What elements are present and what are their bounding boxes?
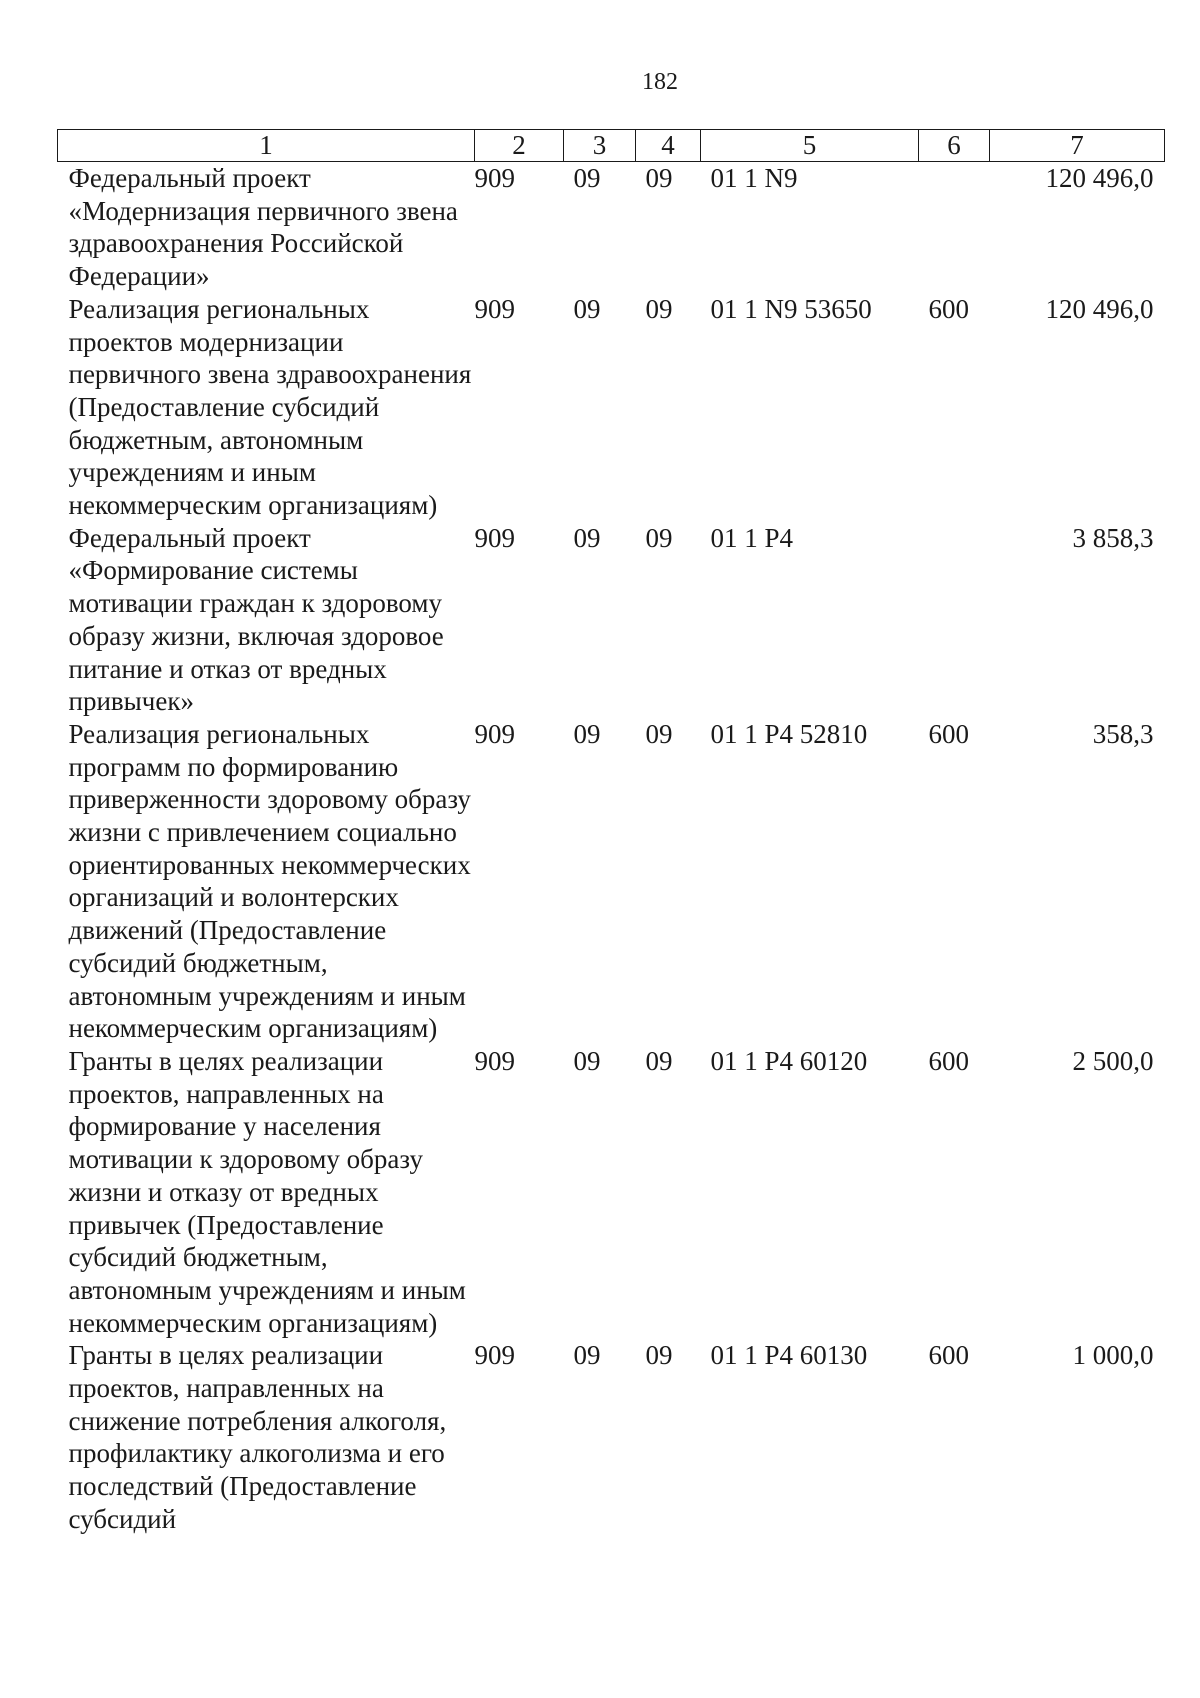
header-cell-amount: 7 [990, 130, 1165, 162]
row-name: Федеральный проект «Формирование системы мотивации граждан к здоровому образу жизни, включая здоровое питание и отказ от вредных привычек» [68, 522, 444, 717]
table-row [58, 718, 1165, 1045]
row-name: Реализация региональных программ по формированию приверженности здоровому образу жизни с привлечением социально ориентированных некоммерческих организаций и волонтерских движений (Предоставление субсидий бюджетным, автономным учреждениям и иным некоммерческим организациям) [68, 718, 471, 1044]
row-target-article: 01 1 P4 60130 [710, 1340, 868, 1371]
header-row [58, 130, 1165, 162]
row-section-code: 09 [573, 163, 601, 193]
row-expense-type [919, 162, 990, 293]
row-target-article: 01 1 N9 53650 [710, 293, 872, 324]
row-amount: 2 500,0 [1072, 1045, 1154, 1076]
row-subsection-code: 09 [645, 1340, 673, 1371]
row-subsection-code: 09 [645, 718, 673, 749]
row-expense-type: 600 [928, 718, 969, 749]
row-target-article: 01 1 P4 52810 [710, 718, 868, 749]
row-amount: 120 496,0 [1045, 163, 1154, 193]
row-section-code: 09 [573, 293, 601, 324]
row-subsection-code: 09 [645, 163, 673, 193]
row-amount: 3 858,3 [1072, 522, 1154, 553]
row-expense-type: 600 [928, 1340, 969, 1371]
row-target-article: 01 1 N9 [710, 163, 798, 193]
row-amount: 120 496,0 [1045, 293, 1154, 324]
row-ministry-code: 909 [474, 1340, 515, 1371]
header-cell-name: 1 [58, 130, 475, 162]
row-name: Реализация региональных проектов модернизации первичного звена здравоохранения (Предоставление субсидий бюджетным, автономным учреждениям и иным некоммерческим организациям) [68, 293, 472, 521]
row-section-code: 09 [573, 718, 601, 749]
table-body [58, 162, 1165, 1536]
row-ministry-code: 909 [474, 293, 515, 324]
row-name: Гранты в целях реализации проектов, направленных на формирование у населения мотивации к здоровому образу жизни и отказу от вредных привычек (Предоставление субсидий бюджетным, автономным учреждениям и иным некоммерческим организациям) [68, 1045, 466, 1338]
row-amount: 1 000,0 [1072, 1340, 1154, 1371]
row-ministry-code: 909 [474, 718, 515, 749]
table-row [58, 162, 1165, 293]
row-ministry-code: 909 [474, 1045, 515, 1076]
row-section-code: 09 [573, 1340, 601, 1371]
table-row [58, 1045, 1165, 1339]
table-row [58, 293, 1165, 522]
row-target-article: 01 1 P4 [710, 522, 794, 553]
row-amount: 358,3 [1092, 718, 1154, 749]
row-subsection-code: 09 [645, 522, 673, 553]
header-cell-subsection: 4 [636, 130, 701, 162]
row-section-code: 09 [573, 1045, 601, 1076]
header-cell-ministry: 2 [475, 130, 564, 162]
table-header [58, 130, 1165, 162]
page-number: 182 [642, 69, 678, 95]
row-name: Федеральный проект «Модернизация первичного звена здравоохранения Российской Федерации» [68, 163, 458, 292]
header-cell-expense-type: 6 [919, 130, 990, 162]
row-section-code: 09 [573, 522, 601, 553]
row-expense-type: 600 [928, 293, 969, 324]
row-expense-type: 600 [928, 1045, 969, 1076]
row-expense-type [919, 522, 990, 718]
header-cell-target-article: 5 [701, 130, 919, 162]
budget-table [57, 129, 1165, 1536]
row-name: Гранты в целях реализации проектов, направленных на снижение потребления алкоголя, профилактику алкоголизма и его последствий (Предоставление субсидий [68, 1340, 447, 1534]
row-ministry-code: 909 [474, 522, 515, 553]
header-cell-section: 3 [564, 130, 636, 162]
row-subsection-code: 09 [645, 1045, 673, 1076]
row-subsection-code: 09 [645, 293, 673, 324]
row-ministry-code: 909 [474, 163, 515, 193]
row-target-article: 01 1 P4 60120 [710, 1045, 868, 1076]
table-row [58, 522, 1165, 718]
table-row [58, 1339, 1165, 1535]
